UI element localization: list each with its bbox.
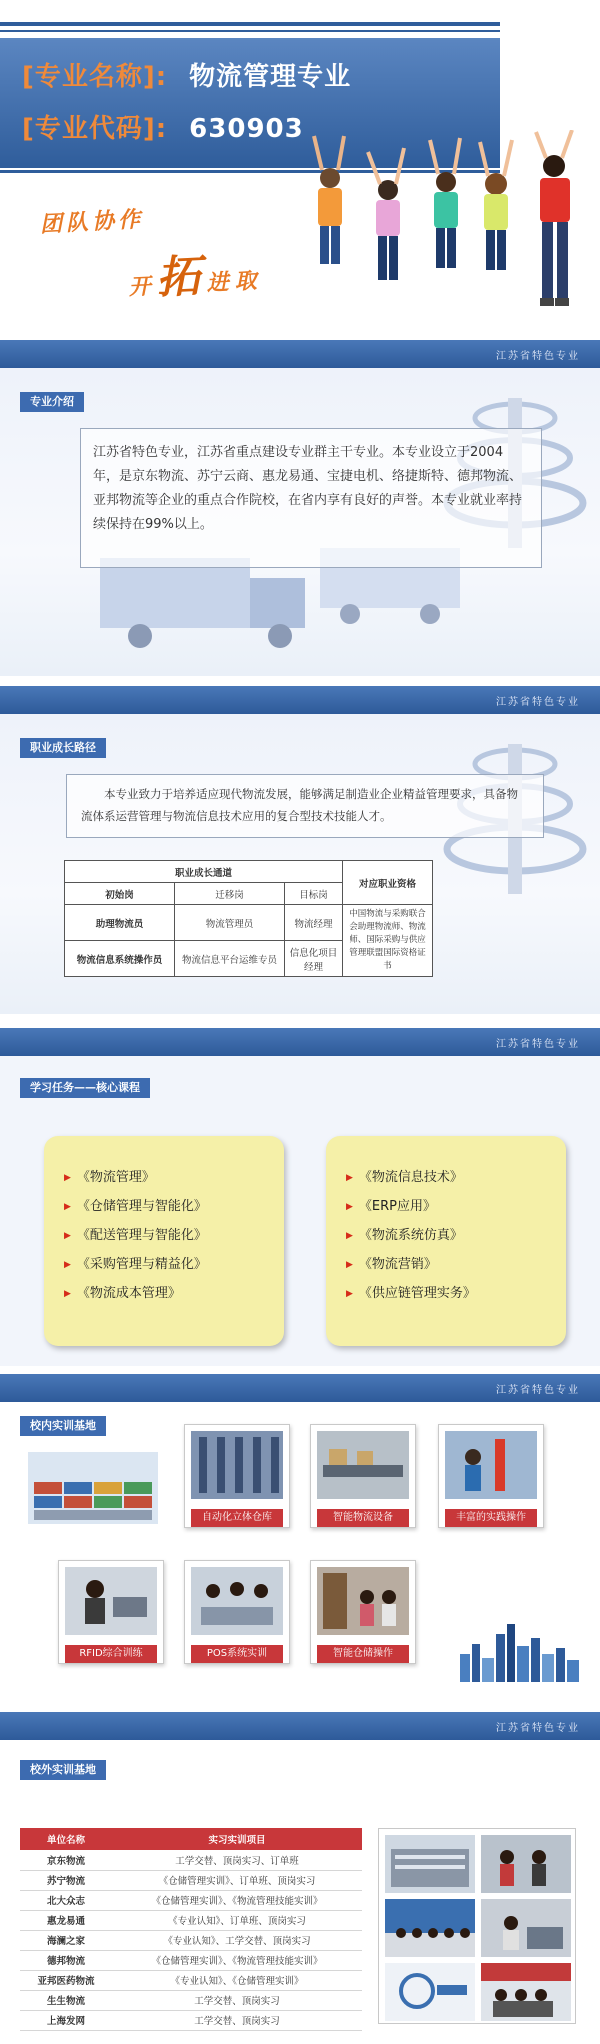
visit-photo: [481, 1963, 571, 2021]
external-table: [20, 1828, 362, 2031]
table-row: [20, 1990, 362, 2010]
table-row: [20, 1950, 362, 1970]
course-item: ▶ 《采购管理与精益化》: [64, 1251, 284, 1280]
course-item: ▶ 《配送管理与智能化》: [64, 1222, 284, 1251]
section-banner: [0, 1712, 600, 1740]
courses-tag: 学习任务——核心课程: [20, 1078, 150, 1098]
slogan-char: 开: [128, 273, 158, 301]
item-cell: 《仓储管理实训》、订单班、顶岗实习: [112, 1870, 362, 1890]
courses-section: [0, 1056, 600, 1366]
conveyor-photo: [317, 1431, 409, 1499]
banner-text: 江苏省特色专业: [496, 351, 580, 362]
photo-caption: 丰富的实践操作: [445, 1509, 537, 1527]
section-banner: [0, 1374, 600, 1402]
intro-section: [0, 368, 600, 676]
photo-caption: 智能仓储操作: [317, 1645, 409, 1663]
containers-illustration: [28, 1452, 158, 1524]
major-name-line: [22, 56, 351, 93]
external-photo-grid: [378, 1828, 576, 2024]
course-card-right: [326, 1136, 566, 1346]
intro-text: 江苏省特色专业，江苏省重点建设专业群主干专业。本专业设立于2004年，是京东物流、苏宁云商、惠龙易通、宝捷电机、络捷斯特、德邦物流、亚邦物流等企业的重点合作院校，在省内享有良好的声誉。本专业就业率持续保持在99%以上。: [80, 428, 542, 568]
unit-cell: 上海发网: [20, 2010, 112, 2030]
jumping-people-illustration: [300, 130, 600, 335]
banner-text: 江苏省特色专业: [496, 1039, 580, 1050]
intro-tag: 专业介绍: [20, 392, 84, 412]
unit-cell: 亚邦医药物流: [20, 1970, 112, 1990]
unit-cell: 苏宁物流: [20, 1870, 112, 1890]
section-banner: [0, 340, 600, 368]
campus-section: [0, 1402, 600, 1704]
course-item: ▶ 《仓储管理与智能化》: [64, 1193, 284, 1222]
building-photo: [385, 1835, 475, 1893]
hero-stripe: [0, 22, 500, 26]
external-tag: 校外实训基地: [20, 1760, 106, 1780]
hero-stripe: [0, 30, 500, 32]
item-cell: 工学交替、顶岗实习: [112, 2010, 362, 2030]
unit-cell: 京东物流: [20, 1850, 112, 1870]
practice-photo: [445, 1431, 537, 1499]
photo-caption: POS系统实训: [191, 1645, 283, 1663]
career-table-cert-header: 对应职业资格: [343, 861, 433, 905]
career-table-cell: 物流信息系统操作员: [65, 941, 175, 977]
unit-cell: 德邦物流: [20, 1950, 112, 1970]
photo-card: [310, 1424, 416, 1528]
career-table-cell: 助理物流员: [65, 905, 175, 941]
career-table-cert: 中国物流与采购联合会助理物流师、物流师、国际采购与供应管理联盟国际资格证书: [343, 905, 433, 977]
career-tag: 职业成长路径: [20, 738, 106, 758]
career-table-move-header: 迁移岗: [175, 883, 285, 905]
photo-card: [438, 1424, 544, 1528]
course-item: ▶ 《供应链管理实务》: [346, 1280, 566, 1309]
office-photo: [481, 1835, 571, 1893]
rfid-photo: [65, 1567, 157, 1635]
item-cell: 《仓储管理实训》、《物流管理技能实训》: [112, 1950, 362, 1970]
item-cell: 《专业认知》、工学交替、顶岗实习: [112, 1930, 362, 1950]
table-row: [20, 1850, 362, 1870]
logo-photo: [385, 1963, 475, 2021]
smart-storage-photo: [317, 1567, 409, 1635]
table-row: [20, 1910, 362, 1930]
unit-cell: 海澜之家: [20, 1930, 112, 1950]
hero-section: [0, 0, 600, 338]
course-item: ▶ 《物流管理》: [64, 1164, 284, 1193]
item-cell: 《专业认知》、订单班、顶岗实习: [112, 1910, 362, 1930]
group-photo: [385, 1899, 475, 1957]
slogan-big-char: 拓: [154, 250, 208, 304]
unit-cell: 生生物流: [20, 1990, 112, 2010]
item-cell: 《专业认知》、《仓储管理实训》: [112, 1970, 362, 1990]
item-cell: 工学交替、顶岗实习、订单班: [112, 1850, 362, 1870]
table-row: [20, 1930, 362, 1950]
photo-card: [184, 1560, 290, 1664]
campus-tag: 校内实训基地: [20, 1416, 106, 1436]
unit-cell: 惠龙易通: [20, 1910, 112, 1930]
unit-cell: 北大众志: [20, 1890, 112, 1910]
career-table: [64, 860, 433, 977]
course-item: ▶ 《物流信息技术》: [346, 1164, 566, 1193]
table-row: [20, 1890, 362, 1910]
career-table-cell: 信息化项目经理: [285, 941, 343, 977]
course-item: ▶ 《物流系统仿真》: [346, 1222, 566, 1251]
major-name-key: [专业名称]:: [22, 62, 168, 92]
banner-text: 江苏省特色专业: [496, 697, 580, 708]
career-table-cell: 物流信息平台运维专员: [175, 941, 285, 977]
photo-caption: 自动化立体仓库: [191, 1509, 283, 1527]
photo-card: [184, 1424, 290, 1528]
slogan-char: 进取: [205, 267, 264, 297]
table-row: [20, 1870, 362, 1890]
major-code-value: 630903: [189, 114, 304, 144]
slogan-line-2: [126, 237, 263, 308]
photo-caption: RFID综合训练: [65, 1645, 157, 1663]
photo-caption: 智能物流设备: [317, 1509, 409, 1527]
external-section: [0, 1740, 600, 2044]
city-skyline-illustration: [456, 1618, 582, 1682]
section-banner: [0, 686, 600, 714]
external-unit-header: 单位名称: [20, 1828, 112, 1850]
warehouse-photo: [191, 1431, 283, 1499]
section-banner: [0, 1028, 600, 1056]
course-item: ▶ 《物流营销》: [346, 1251, 566, 1280]
banner-text: 江苏省特色专业: [496, 1385, 580, 1396]
career-table-channel: 职业成长通道: [65, 861, 343, 883]
major-code-key: [专业代码]:: [22, 114, 168, 144]
external-item-header: 实习实训项目: [112, 1828, 362, 1850]
major-code-line: [22, 108, 304, 145]
training-photo: [481, 1899, 571, 1957]
career-table-start-header: 初始岗: [65, 883, 175, 905]
career-table-cell: 物流经理: [285, 905, 343, 941]
career-table-cell: 物流管理员: [175, 905, 285, 941]
table-row: [20, 2010, 362, 2030]
slogan-line-1: 团队协作: [39, 206, 145, 238]
item-cell: 工学交替、顶岗实习: [112, 1990, 362, 2010]
pos-photo: [191, 1567, 283, 1635]
career-text: 本专业致力于培养适应现代物流发展，能够满足制造业企业精益管理要求，具备物流体系运营管理与物流信息技术应用的复合型技术技能人才。: [66, 774, 544, 838]
photo-card: [58, 1560, 164, 1664]
table-row: [20, 1970, 362, 1990]
item-cell: 《仓储管理实训》、《物流管理技能实训》: [112, 1890, 362, 1910]
photo-card: [310, 1560, 416, 1664]
banner-text: 江苏省特色专业: [496, 1723, 580, 1734]
course-card-left: [44, 1136, 284, 1346]
career-table-target-header: 目标岗: [285, 883, 343, 905]
course-item: ▶ 《ERP应用》: [346, 1193, 566, 1222]
major-name-value: 物流管理专业: [189, 62, 352, 92]
course-item: ▶ 《物流成本管理》: [64, 1280, 284, 1309]
career-section: [0, 714, 600, 1014]
